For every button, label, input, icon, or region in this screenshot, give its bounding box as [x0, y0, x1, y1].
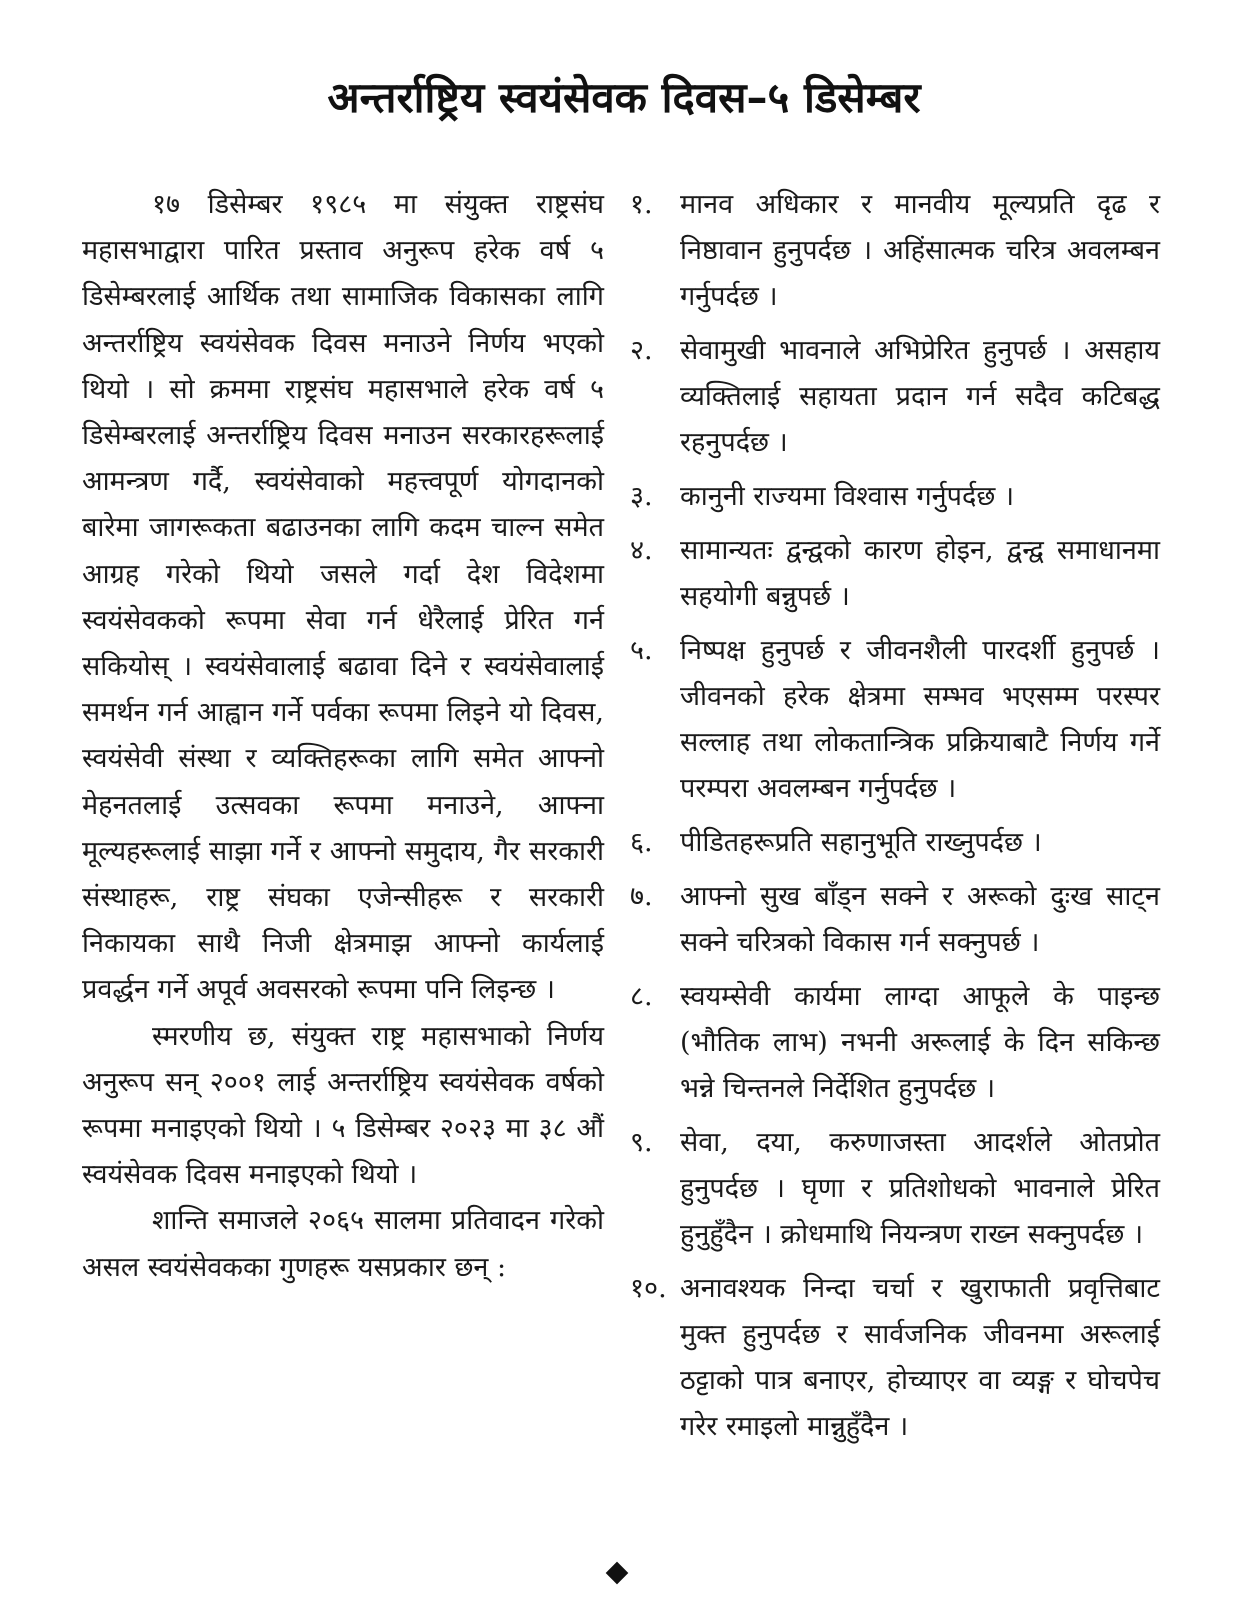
list-item-number: ७. [630, 881, 653, 912]
list-item [630, 474, 1160, 520]
list-item-text: स्वयम्सेवी कार्यमा लाग्दा आफूले के पाइन्छ (भौतिक लाभ) नभनी अरूलाई के दिन सकिन्छ भन्ने चिन्तनले निर्देशित हुनुपर्दछ । [680, 981, 1160, 1104]
paragraph: स्मरणीय छ, संयुक्त राष्ट्र महासभाको निर्णय अनुरूप सन् २००१ लाई अन्तर्राष्ट्रिय स्वयंसेवक वर्षको रूपमा मनाइएको थियो । ५ डिसेम्बर २०२३ मा ३८ औं स्वयंसेवक दिवस मनाइएको थियो । [82, 1020, 604, 1191]
list-item-number: ६. [630, 827, 653, 858]
list-item-number: १. [630, 189, 653, 220]
list-item-text: कानुनी राज्यमा विश्वास गर्नुपर्दछ । [680, 481, 1015, 512]
list-item [630, 182, 1160, 320]
list-item-number: ५. [630, 635, 653, 666]
page-title: अन्तर्राष्ट्रिय स्वयंसेवक दिवस–५ डिसेम्बर [327, 73, 921, 122]
qualities-list [630, 182, 1160, 1450]
list-item-number: ४. [630, 535, 653, 566]
list-item-text: सामान्यतः द्वन्द्वको कारण होइन, द्वन्द्व समाधानमा सहयोगी बन्नुपर्छ । [680, 535, 1160, 612]
list-item-text: निष्पक्ष हुनुपर्छ र जीवनशैली पारदर्शी हुनुपर्छ । जीवनको हरेक क्षेत्रमा सम्भव भएसम्म परस्पर सल्लाह तथा लोकतान्त्रिक प्रक्रियाबाटै निर्णय गर्ने परम्परा अवलम्बन गर्नुपर्दछ । [680, 635, 1160, 804]
list-item [630, 328, 1160, 466]
intro-column [82, 182, 604, 1291]
list-item-text: सेवामुखी भावनाले अभिप्रेरित हुनुपर्छ । असहाय व्यक्तिलाई सहायता प्रदान गर्न सदैव कटिबद्ध रहनुपर्दछ । [680, 335, 1160, 458]
list-item-text: अनावश्यक निन्दा चर्चा र खुराफाती प्रवृत्तिबाट मुक्त हुनुपर्दछ र सार्वजनिक जीवनमा अरूलाई ठट्टाको पात्र बनाएर, होच्याएर वा व्यङ्ग र घोचपेच गरेर रमाइलो मान्नुहुँदैन । [680, 1273, 1160, 1442]
list-item [630, 528, 1160, 620]
list-item-number: १०. [630, 1273, 667, 1304]
list-item-number: ३. [630, 481, 653, 512]
list-item [630, 874, 1160, 966]
list-item-number: ८. [630, 981, 653, 1012]
list-item-text: पीडितहरूप्रति सहानुभूति राख्नुपर्दछ । [680, 827, 1042, 858]
list-item-number: ९. [630, 1127, 653, 1158]
qualities-column [630, 182, 1160, 1458]
diamond-ornament-icon [606, 1562, 629, 1585]
list-item-text: मानव अधिकार र मानवीय मूल्यप्रति दृढ र निष्ठावान हुनुपर्दछ । अहिंसात्मक चरित्र अवलम्बन गर्नुपर्दछ । [680, 189, 1160, 312]
list-item [630, 974, 1160, 1112]
list-item [630, 1120, 1160, 1258]
paragraph: १७ डिसेम्बर १९८५ मा संयुक्त राष्ट्रसंघ महासभाद्वारा पारित प्रस्ताव अनुरूप हरेक वर्ष ५ डिसेम्बरलाई आर्थिक तथा सामाजिक विकासका लागि अन्तर्राष्ट्रिय स्वयंसेवक दिवस मनाउने निर्णय भएको थियो । सो क्रममा राष्ट्रसंघ महासभाले हरेक वर्ष ५ डिसेम्बरलाई अन्तर्राष्ट्रिय दिवस मनाउन सरकारहरूलाई आमन्त्रण गर्दै, स्वयंसेवाको महत्त्वपूर्ण योगदानको बारेमा जागरूकता बढाउनका लागि कदम चाल्न समेत आग्रह गरेको थियो जसले गर्दा देश विदेशमा स्वयंसेवकको रूपमा सेवा गर्न धेरैलाई प्रेरित गर्न सकियोस् । स्वयंसेवालाई बढावा दिने र स्वयंसेवालाई समर्थन गर्न आह्वान गर्ने पर्वका रूपमा लिइने यो दिवस, स्वयंसेवी संस्था र व्यक्तिहरूका लागि समेत आफ्नो मेहनतलाई उत्सवका रूपमा मनाउने, आफ्ना मूल्यहरूलाई साझा गर्ने र आफ्नो समुदाय, गैर सरकारी संस्थाहरू, राष्ट्र संघका एजेन्सीहरू र सरकारी निकायका साथै निजी क्षेत्रमाझ आफ्नो कार्यलाई प्रवर्द्धन गर्ने अपूर्व अवसरको रूपमा पनि लिइन्छ । [82, 189, 604, 1006]
list-item [630, 820, 1160, 866]
list-item-text: सेवा, दया, करुणाजस्ता आदर्शले ओतप्रोत हुनुपर्दछ । घृणा र प्रतिशोधको भावनाले प्रेरित हुनुहुँदैन । क्रोधमाथि नियन्त्रण राख्न सक्नुपर्दछ । [680, 1127, 1160, 1250]
list-item-text: आफ्नो सुख बाँड्न सक्ने र अरूको दुःख साट्न सक्ने चरित्रको विकास गर्न सक्नुपर्छ । [680, 881, 1160, 958]
list-item-number: २. [630, 335, 653, 366]
paragraph: शान्ति समाजले २०६५ सालमा प्रतिवादन गरेको असल स्वयंसेवकका गुणहरू यसप्रकार छन् : [82, 1205, 604, 1283]
list-item [630, 1266, 1160, 1450]
list-item [630, 628, 1160, 812]
